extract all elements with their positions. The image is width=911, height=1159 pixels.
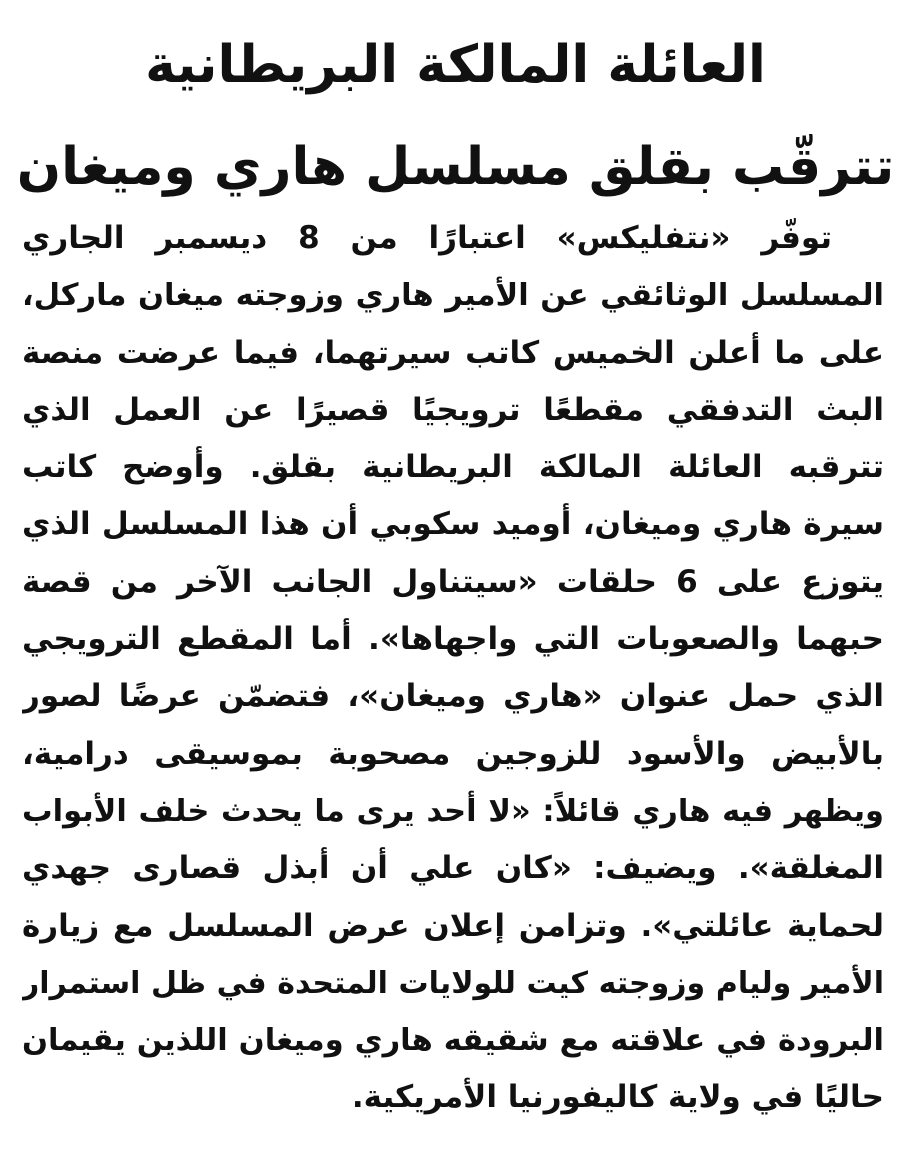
body-line: على ما أعلن الخميس كاتب سيرتهما، فيما عرضت منصة xyxy=(22,334,884,371)
body-line: الأمير وليام وزوجته كيت للولايات المتحدة في ظل استمرار xyxy=(22,965,884,1001)
body-line: توفّر «نتفليكس» اعتبارًا من 8 ديسمبر الجاري xyxy=(22,220,832,256)
body-line: يتوزع على 6 حلقات «سيتناول الجانب الآخر من قصة xyxy=(22,563,884,600)
body-line: البث التدفقي مقطعًا ترويجيًا قصيرًا عن العمل الذي xyxy=(22,391,884,428)
body-line: لحماية عائلتي». وتزامن إعلان عرض المسلسل مع زيارة xyxy=(22,907,884,944)
body-line-last: حاليًا في ولاية كاليفورنيا الأمريكية. xyxy=(351,1079,884,1116)
body-line: الذي حمل عنوان «هاري وميغان»، فتضمّن عرضًا لصور xyxy=(22,678,884,715)
body-line: سيرة هاري وميغان، أوميد سكوبي أن هذا المسلسل الذي xyxy=(22,506,884,543)
article-body xyxy=(22,210,884,1127)
body-line: حبهما والصعوبات التي واجهاها». أما المقطع الترويجي xyxy=(22,621,884,658)
body-line: تترقبه العائلة المالكة البريطانية بقلق. وأوضح كاتب xyxy=(22,449,884,486)
headline-line-1: العائلة المالكة البريطانية xyxy=(145,35,766,95)
body-line: ويظهر فيه هاري قائلاً: «لا أحد يرى ما يحدث خلف الأبواب xyxy=(22,793,884,829)
body-line: المغلقة». ويضيف: «كان علي أن أبذل قصارى جهدي xyxy=(22,850,884,887)
body-line: البرودة في علاقته مع شقيقه هاري وميغان اللذين يقيمان xyxy=(22,1023,884,1059)
body-line: المسلسل الوثائقي عن الأمير هاري وزوجته ميغان ماركل، xyxy=(22,278,884,314)
body-line: بالأبيض والأسود للزوجين مصحوبة بموسيقى درامية، xyxy=(22,735,884,772)
headline-line-2: تترقّب بقلق مسلسل هاري وميغان xyxy=(16,137,895,197)
